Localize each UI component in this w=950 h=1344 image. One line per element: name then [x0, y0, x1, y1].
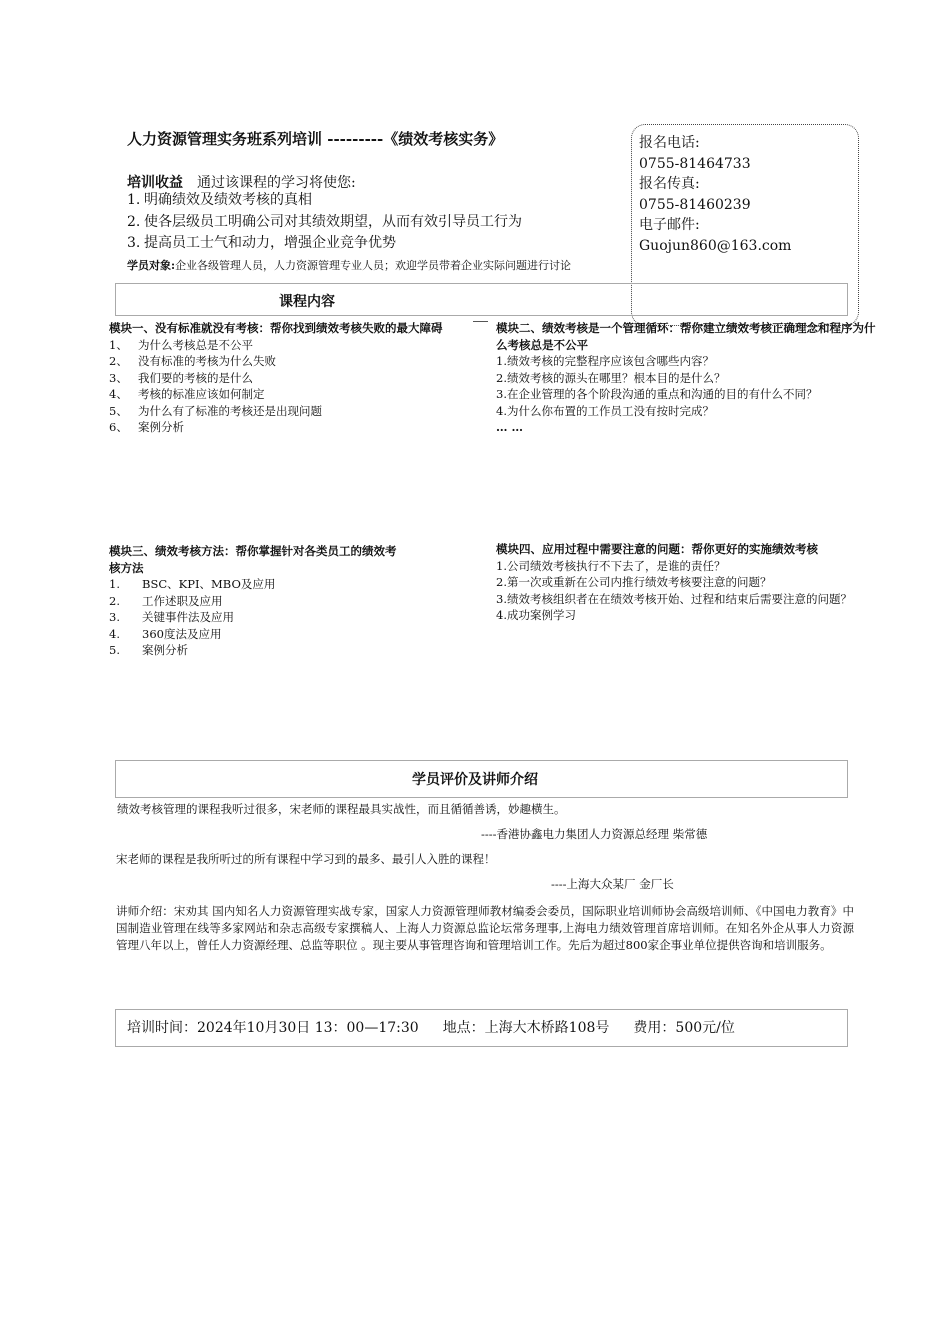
benefits-intro: 通过该课程的学习将使您:	[197, 175, 356, 191]
list-item: 1. BSC、KPI、MBO及应用	[109, 577, 276, 591]
review-1-signature: ----香港协鑫电力集团人力资源总经理 柴常德	[481, 827, 708, 841]
training-time: 培训时间：2024年10月30日 13：00—17:30	[127, 1020, 419, 1036]
list-item: 3. 关键事件法及应用	[109, 610, 234, 624]
module-1	[109, 320, 479, 436]
phone-number: 0755-81464733	[639, 155, 751, 172]
module-4	[496, 541, 884, 624]
audience-label: 学员对象:	[127, 259, 176, 272]
email-label: 电子邮件:	[639, 217, 700, 233]
list-item: 4.为什么你布置的工作员工没有按时完成？	[496, 403, 714, 418]
page-title: 人力资源管理实务班系列培训 ---------《绩效考核实务》	[127, 130, 504, 148]
list-item: 5、 为什么有了标准的考核还是出现问题	[109, 403, 322, 418]
course-heading-box	[115, 283, 848, 316]
list-item: 3.在企业管理的各个阶段沟通的重点和沟通的目的有什么不同？	[496, 387, 818, 401]
list-item: 2.绩效考核的源头在哪里？根本目的是什么？	[496, 370, 726, 385]
review-2: 宋老师的课程是我所听过的所有课程中学习到的最多、最引人入胜的课程！	[116, 852, 496, 866]
benefit-item: 1. 明确绩效及绩效考核的真相	[127, 192, 312, 208]
audience-line	[127, 257, 571, 273]
training-info	[127, 1017, 735, 1037]
module-heading: 模块三、绩效考核方法：帮你掌握针对各类员工的绩效考核方法	[109, 544, 397, 575]
module-heading: 模块二、绩效考核是一个管理循环：帮你建立绩效考核正确理念和程序为什么考核总是不公平	[496, 321, 876, 352]
audience-text: 企业各级管理人员，人力资源管理专业人员；欢迎学员带着企业实际问题进行讨论	[175, 259, 572, 272]
review-1: 绩效考核管理的课程我听过很多，宋老师的课程最具实战性，而且循循善诱，妙趣横生。	[117, 802, 566, 816]
fax-label: 报名传真:	[639, 176, 700, 192]
module-2	[496, 320, 884, 436]
training-fee: 费用：500元/位	[633, 1020, 735, 1036]
fax-number: 0755-81460239	[639, 196, 751, 213]
module-heading: 模块一、没有标准就没有考核：帮你找到绩效考核失败的最大障碍	[109, 321, 443, 335]
phone-label: 报名电话:	[639, 135, 700, 151]
benefit-item: 2. 使各层级员工明确公司对其绩效期望，从而有效引导员工行为	[127, 213, 522, 230]
module-3	[109, 543, 399, 659]
benefit-item: 3. 提高员工士气和动力，增强企业竞争优势	[127, 235, 396, 251]
list-item: 5. 案例分析	[109, 643, 188, 657]
list-item: 4. 360度法及应用	[109, 626, 222, 641]
list-item: 2. 工作述职及应用	[109, 593, 223, 608]
benefits-list	[127, 190, 522, 255]
email-address: Guojun860@163.com	[639, 237, 792, 254]
list-item: 3、 我们要的考核的是什么	[109, 370, 253, 385]
list-item: 4、 考核的标准应该如何制定	[109, 387, 265, 401]
review-2-signature: ----上海大众某厂 金厂长	[551, 877, 674, 891]
module-heading: 模块四、应用过程中需要注意的问题：帮你更好的实施绩效考核	[496, 542, 818, 556]
benefits-heading	[127, 172, 356, 192]
course-title: 课程内容	[279, 294, 335, 310]
ellipsis: … …	[496, 420, 524, 434]
list-item: 2、 没有标准的考核为什么失败	[109, 354, 276, 368]
list-item: 1.公司绩效考核执行不下去了，是谁的责任？	[496, 558, 726, 573]
list-item: 1.绩效考核的完整程序应该包含哪些内容？	[496, 354, 714, 368]
benefits-label: 培训收益	[127, 175, 183, 191]
instructor-intro: 讲师介绍：宋劝其 国内知名人力资源管理实战专家，国家人力资源管理师教材编委会委员，国际职业培训师协会高级培训师、《中国电力教育》中国制造业管理在线等多家网站和杂志高级专家撰稿人、上海人力资源总监论坛常务理事,上海电力绩效管理首席培训师。在知名外企从事人力资源管理八年以上，曾任人力资源经理、总监等职位 。现主要从事管理咨询和管理培训工作。先后为超过800家企事业单位提供咨询和培训服务。	[116, 904, 854, 952]
list-item: 4.成功案例学习	[496, 608, 576, 622]
list-item: 3.绩效考核组织者在在绩效考核开始、过程和结束后需要注意的问题？	[496, 591, 852, 606]
list-item: 2.第一次或重新在公司内推行绩效考核要注意的问题？	[496, 575, 772, 589]
training-place: 地点：上海大木桥路108号	[442, 1020, 610, 1036]
list-item: 6、 案例分析	[109, 420, 184, 434]
evaluation-title: 学员评价及讲师介绍	[412, 772, 538, 788]
list-item: 1、 为什么考核总是不公平	[109, 337, 253, 352]
